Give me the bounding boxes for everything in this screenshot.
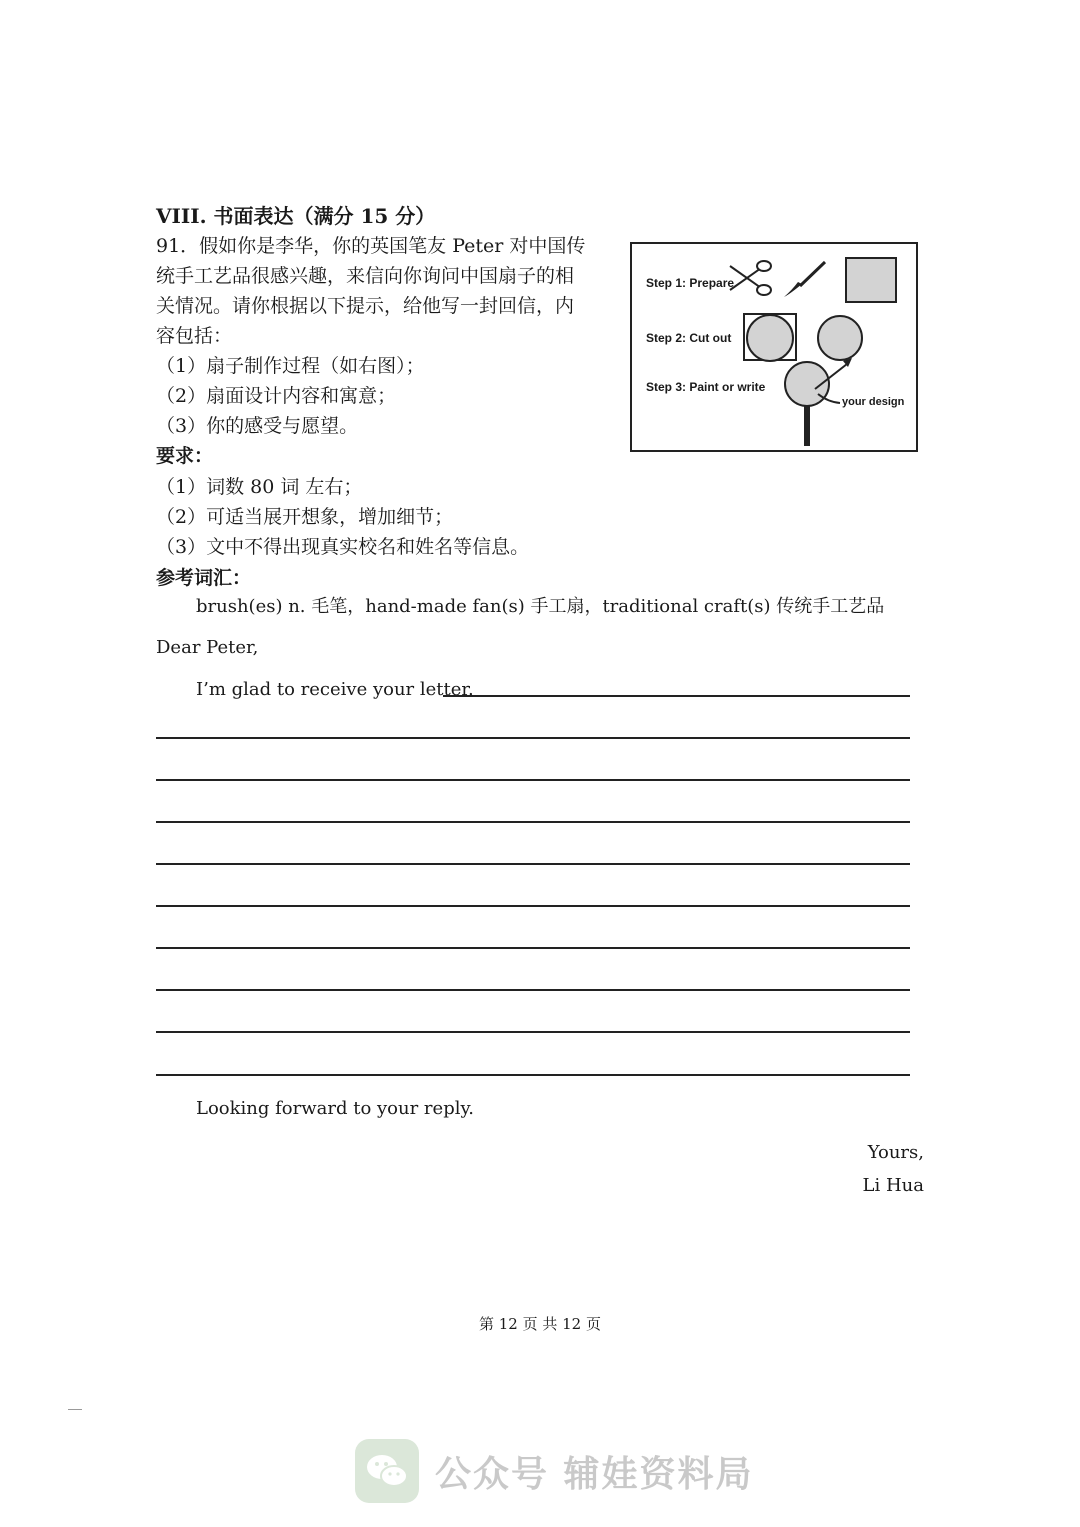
requirement-item: （2）可适当展开想象，增加细节； — [156, 506, 454, 528]
letter-signature: Li Hua — [862, 1175, 924, 1196]
question-line: 容包括： — [156, 325, 233, 347]
section-title: VIII. 书面表达（满分 15 分） — [156, 204, 436, 228]
content-point: （2）扇面设计内容和寓意； — [156, 385, 397, 407]
writing-line[interactable] — [156, 863, 910, 865]
letter-closing: Looking forward to your reply. — [196, 1098, 474, 1119]
writing-line[interactable] — [156, 737, 910, 739]
writing-line[interactable] — [156, 1074, 910, 1076]
writing-line[interactable] — [156, 989, 910, 991]
writing-line[interactable] — [156, 947, 910, 949]
step1-label: Step 1: Prepare — [646, 276, 735, 290]
circle-in-square-icon — [744, 314, 796, 361]
fan-making-figure — [630, 242, 918, 452]
page-number: 第 12 页 共 12 页 — [478, 1315, 601, 1333]
content-point: （3）你的感受与愿望。 — [156, 415, 359, 437]
vocabulary-text: brush(es) n. 毛笔，hand-made fan(s) 手工扇，traditional craft(s) 传统手工艺品 — [196, 596, 885, 617]
writing-line[interactable] — [156, 1031, 910, 1033]
watermark-text: 公众号 辅娃资料局 — [435, 1453, 754, 1495]
writing-line[interactable] — [443, 695, 910, 697]
writing-line[interactable] — [156, 821, 910, 823]
question-line: 91．假如你是李华，你的英国笔友 Peter 对中国传 — [156, 235, 586, 257]
content-point: （1）扇子制作过程（如右图）； — [156, 355, 425, 377]
requirement-item: （3）文中不得出现真实校名和姓名等信息。 — [156, 536, 530, 558]
figure-drawings — [632, 244, 916, 450]
letter-opening: I’m glad to receive your letter. — [196, 679, 474, 700]
your-design-label: your design — [842, 396, 905, 408]
step2-label: Step 2: Cut out — [646, 331, 732, 345]
brush-icon — [784, 262, 825, 297]
wechat-icon — [355, 1439, 419, 1503]
scissors-icon — [730, 261, 771, 295]
step3-label: Step 3: Paint or write — [646, 380, 766, 394]
question-line: 统手工艺品很感兴趣，来信向你询问中国扇子的相 — [156, 265, 575, 287]
paper-square-icon — [846, 258, 896, 302]
requirement-item: （1）词数 80 词 左右； — [156, 476, 363, 498]
letter-yours: Yours, — [867, 1142, 924, 1163]
writing-line[interactable] — [156, 779, 910, 781]
requirements-heading: 要求： — [156, 445, 214, 467]
margin-mark — [68, 1409, 82, 1410]
question-line: 关情况。请你根据以下提示，给他写一封回信，内 — [156, 295, 575, 317]
watermark — [355, 1436, 754, 1506]
vocabulary-heading: 参考词汇： — [156, 567, 252, 589]
fan-icon — [785, 358, 852, 446]
writing-line[interactable] — [156, 905, 910, 907]
letter-greeting: Dear Peter, — [156, 637, 259, 658]
circle-icon — [818, 316, 862, 360]
